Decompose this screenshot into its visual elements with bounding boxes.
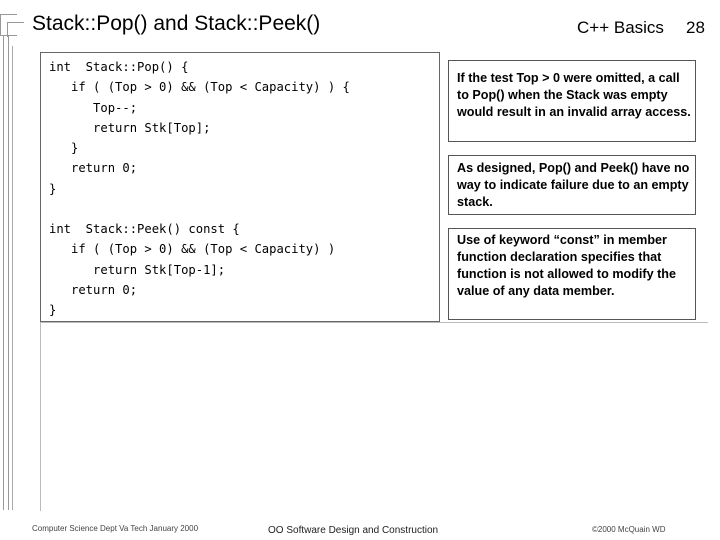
peek-function-code: int Stack::Peek() const { if ( (Top > 0) && (Top < Capacity) ) return Stk[Top-1]; return 0; } [49,222,336,318]
footer-left: Computer Science Dept Va Tech January 2000 [32,524,199,533]
slide-title: Stack::Pop() and Stack::Peek() [32,12,321,35]
footer-center: OO Software Design and Construction [268,525,439,536]
blank-content-area [40,322,708,511]
note-pop-test: If the test Top > 0 were omitted, a call to Pop() when the Stack was empty would result in an invalid array access. [448,60,696,142]
course-name: C++ Basics [577,18,664,37]
pop-function-code: int Stack::Pop() { if ( (Top > 0) && (Top < Capacity) ) { Top--; return Stk[Top]; } return 0; } [49,60,350,196]
page-number: 28 [686,18,705,37]
footer-right: ©2000 McQuain WD [592,525,666,534]
note-const: Use of keyword “const” in member function declaration specifies that function is not allowed to modify the value of any data member. [448,228,696,320]
decorative-frame-bar [3,14,9,510]
note-failure: As designed, Pop() and Peek() have no way to indicate failure due to an empty stack. [448,155,696,215]
decorative-corner-inner [7,22,24,37]
code-panel [40,52,440,322]
